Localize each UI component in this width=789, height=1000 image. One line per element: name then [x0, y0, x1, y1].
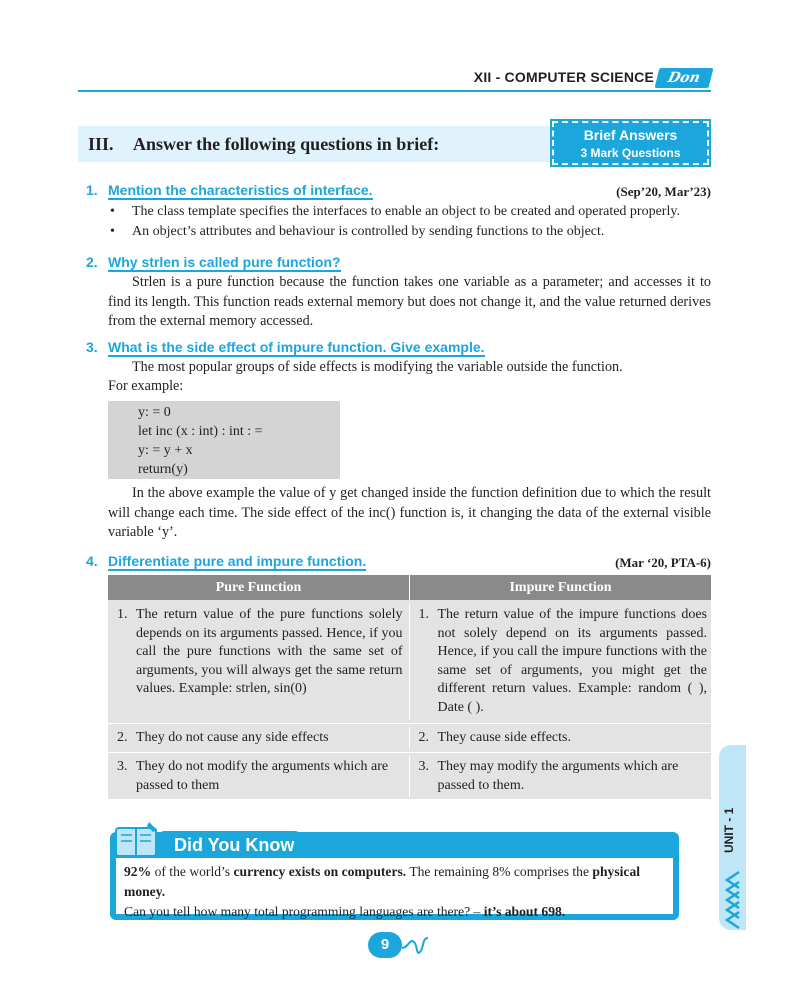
section-title: Answer the following questions in brief:	[133, 134, 440, 154]
question-number: 3.	[86, 339, 98, 355]
chevrons-icon	[719, 870, 746, 930]
bullet-text: An object’s attributes and behaviour is controlled by sending functions to the object.	[132, 224, 605, 239]
page-number-flourish-icon	[402, 934, 432, 958]
table-row	[108, 752, 711, 797]
example-label: For example:	[108, 378, 184, 394]
book-icon	[113, 820, 161, 860]
book-title: XII - COMPUTER SCIENCE	[473, 69, 654, 85]
question-number: 2.	[86, 254, 98, 270]
question-2-answer: Strlen is a pure function because the function takes one variable as a parameter; and accesses it to find its length. This function reads external memory but does not change it, and the value returned derives from the external memory accessed.	[108, 274, 711, 329]
question-3-explanation: In the above example the value of y get changed inside the function definition due to which the result will change each time. The side effect of the inc() function is, it changing the data of the external visible variable ‘y’.	[108, 485, 711, 540]
table-header	[108, 575, 711, 600]
question-title: What is the side effect of impure function. Give example.	[108, 339, 485, 355]
question-3-intro: The most popular groups of side effects is modifying the variable outside the function.	[132, 359, 623, 375]
table-row	[108, 723, 711, 750]
section-number: III.	[88, 134, 114, 154]
bullet-text: The class template specifies the interfaces to enable an object to be created and operated properly.	[132, 204, 680, 219]
table-cell: 1. The return value of the pure functions solely depends on its arguments passed. Hence, if you call the pure functions with the same set of arguments, you will always get the same return values. Example: strlen, sin(0)	[108, 604, 410, 720]
question-number: 1.	[86, 182, 98, 198]
did-you-know-line-1: 92% of the world’s currency exists on computers. The remaining 8% comprises the physical money.	[124, 864, 641, 899]
publisher-logo: Don	[655, 68, 714, 88]
table-cell: 1. The return value of the impure functions does not solely depend on its arguments passed. Hence, if you call the impure functions with the same set of arguments, you might get the different return values. Example: random ( ), Date ( ).	[418, 607, 707, 715]
section-badge	[552, 121, 709, 165]
did-you-know-line-2: Can you tell how many total programming languages are there? – it’s about 698.	[124, 904, 566, 919]
page-number: 9	[368, 932, 402, 958]
question-4-reference: (Mar ‘20, PTA-6)	[615, 555, 711, 570]
question-3	[86, 339, 485, 355]
did-you-know-text	[116, 858, 673, 919]
question-4	[86, 553, 366, 569]
code-block	[108, 401, 340, 479]
badge-title: Brief Answers	[583, 127, 678, 143]
did-you-know-label: Did You Know	[160, 831, 308, 859]
code-line: y: = y + x	[138, 443, 193, 458]
table-cell: 3. They may modify the arguments which are passed to them.	[418, 759, 679, 793]
question-2	[86, 254, 341, 270]
column-header-impure: Impure Function	[509, 580, 612, 595]
code-line: let inc (x : int) : int : =	[138, 424, 263, 439]
table-body	[108, 600, 711, 799]
column-header-pure: Pure Function	[108, 575, 410, 600]
table-cell: 2. They do not cause any side effects	[108, 727, 410, 750]
code-line: y: = 0	[138, 405, 171, 420]
page-header	[0, 66, 789, 92]
table-cell: 3. They do not modify the arguments which are passed to them	[108, 756, 410, 797]
badge-subtitle: 3 Mark Questions	[580, 146, 681, 160]
code-line: return(y)	[138, 462, 188, 477]
header-rule	[78, 90, 711, 92]
bullet-icon: •	[110, 224, 115, 239]
comparison-table	[108, 575, 711, 799]
question-1	[86, 182, 373, 198]
question-title: Why strlen is called pure function?	[108, 254, 341, 270]
question-1-reference: (Sep’20, Mar’23)	[616, 184, 711, 199]
bullet-icon: •	[110, 204, 115, 219]
table-cell: 2. They cause side effects.	[418, 729, 571, 745]
table-row	[108, 604, 711, 720]
question-title: Differentiate pure and impure function.	[108, 553, 367, 569]
question-title: Mention the characteristics of interface.	[108, 182, 373, 198]
unit-label: UNIT - 1	[722, 807, 736, 853]
question-number: 4.	[86, 553, 98, 569]
